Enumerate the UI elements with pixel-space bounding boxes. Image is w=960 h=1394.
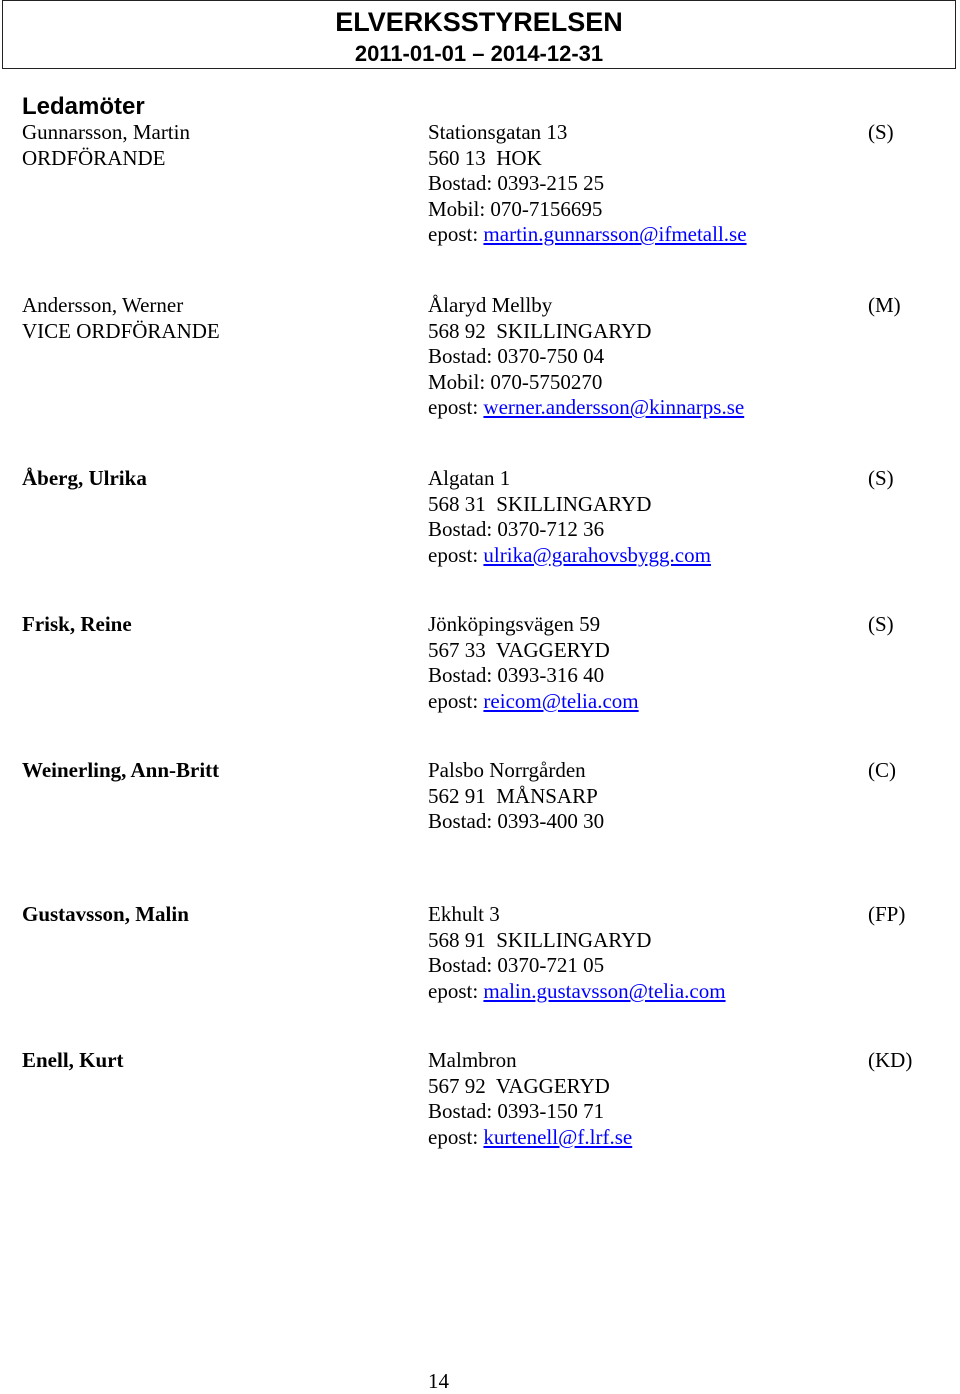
member-name-column (22, 293, 220, 344)
email-line (428, 222, 747, 248)
member-name-column (22, 466, 147, 492)
member-contact-column (428, 120, 747, 248)
email-label: epost: (428, 1124, 479, 1149)
address-line: Mobil: 070-5750270 (428, 369, 603, 394)
address-line: Palsbo Norrgården (428, 758, 586, 782)
email-label: epost: (428, 978, 479, 1003)
email-line (428, 1125, 632, 1151)
member-name-column (22, 902, 189, 928)
member-name: Gunnarsson, Martin (22, 120, 190, 144)
address-line: Mobil: 070-7156695 (428, 196, 603, 221)
member-name-column (22, 120, 190, 171)
email-label: epost: (428, 395, 479, 420)
party-badge: (C) (868, 758, 896, 782)
address-line: 560 13 HOK (428, 145, 542, 170)
address-line: 568 31 SKILLINGARYD (428, 491, 652, 516)
address-line: Bostad: 0393-215 25 (428, 171, 605, 196)
address-line: 568 92 SKILLINGARYD (428, 318, 652, 343)
party-badge: (KD) (868, 1048, 913, 1072)
address-line: 567 92 VAGGERYD (428, 1073, 610, 1098)
member-contact-column (428, 293, 744, 421)
email-line (428, 395, 744, 421)
address-line: Stationsgatan 13 (428, 120, 568, 144)
member-contact-column (428, 902, 726, 1004)
address-line: Ekhult 3 (428, 902, 500, 926)
email-link[interactable]: reicom@telia.com (483, 688, 639, 713)
party-badge: (S) (868, 466, 894, 490)
member-role: VICE ORDFÖRANDE (22, 318, 220, 343)
email-link[interactable]: kurtenell@f.lrf.se (483, 1124, 633, 1149)
address-line: Algatan 1 (428, 466, 511, 490)
page-number: 14 (428, 1369, 449, 1393)
member-name: Weinerling, Ann-Britt (22, 758, 220, 782)
member-name: Andersson, Werner (22, 293, 184, 317)
address-line: 568 91 SKILLINGARYD (428, 927, 652, 952)
address-line: Bostad: 0393-316 40 (428, 663, 605, 688)
email-link[interactable]: malin.gustavsson@telia.com (483, 978, 726, 1003)
email-line (428, 689, 639, 715)
email-line (428, 979, 726, 1005)
member-name-column (22, 612, 132, 638)
address-line: Bostad: 0370-750 04 (428, 344, 605, 369)
address-line: Ålaryd Mellby (428, 293, 553, 317)
member-contact-column (428, 612, 639, 714)
member-contact-column (428, 466, 711, 568)
party-badge: (S) (868, 612, 894, 636)
member-name: Åberg, Ulrika (22, 466, 147, 490)
email-label: epost: (428, 688, 479, 713)
member-name: Enell, Kurt (22, 1048, 124, 1072)
address-line: 567 33 VAGGERYD (428, 637, 610, 662)
address-line: Bostad: 0393-400 30 (428, 809, 605, 834)
member-contact-column (428, 758, 604, 835)
section-title: Ledamöter (22, 93, 145, 120)
address-line: Bostad: 0370-712 36 (428, 517, 605, 542)
address-line: Bostad: 0393-150 71 (428, 1099, 605, 1124)
email-link[interactable]: werner.andersson@kinnarps.se (483, 395, 745, 420)
member-role: ORDFÖRANDE (22, 145, 166, 170)
party-badge: (S) (868, 120, 894, 144)
email-line (428, 543, 711, 569)
member-name: Gustavsson, Malin (22, 902, 189, 926)
member-name: Frisk, Reine (22, 612, 132, 636)
party-badge: (M) (868, 293, 901, 317)
party-badge: (FP) (868, 902, 906, 926)
email-label: epost: (428, 222, 479, 247)
address-line: Jönköpingsvägen 59 (428, 612, 601, 636)
email-label: epost: (428, 542, 479, 567)
email-link[interactable]: ulrika@garahovsbygg.com (483, 542, 711, 567)
term-period: 2011-01-01 – 2014-12-31 (354, 41, 604, 66)
member-name-column (22, 758, 219, 784)
address-line: Malmbron (428, 1048, 517, 1072)
address-line: 562 91 MÅNSARP (428, 783, 598, 808)
member-contact-column (428, 1048, 632, 1150)
document-title: ELVERKSSTYRELSEN (335, 7, 623, 37)
email-link[interactable]: martin.gunnarsson@ifmetall.se (483, 222, 747, 247)
document-header (2, 0, 956, 69)
member-name-column (22, 1048, 124, 1074)
address-line: Bostad: 0370-721 05 (428, 953, 605, 978)
